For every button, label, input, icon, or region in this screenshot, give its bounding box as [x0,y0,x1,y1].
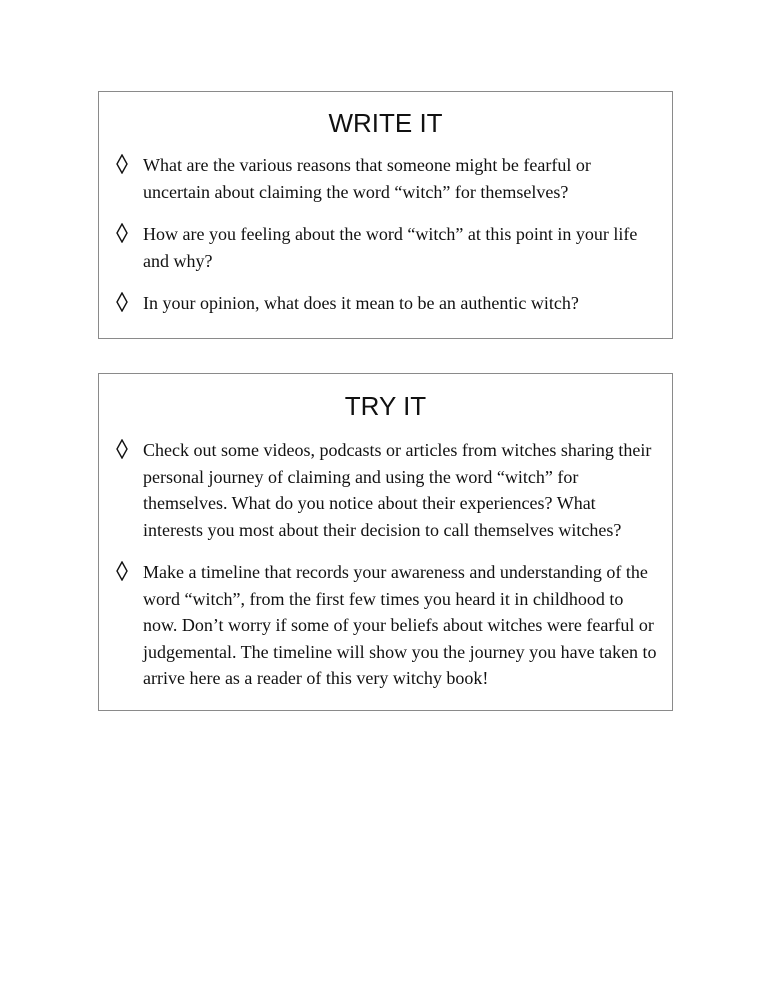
list-item-text: Make a timeline that records your awareness and understanding of the word “witch”, from the first few times you heard it in childhood to now. Don’t worry if some of your beliefs about witches were fearful or judgemental. The timeline will show you the journey you have taken to arrive here as a reader of this very witchy book! [143,562,657,688]
try-it-list [99,437,672,692]
write-it-list [99,152,672,317]
list-item [99,290,672,317]
diamond-outline-icon [116,223,128,243]
list-item-text: Check out some videos, podcasts or articles from witches sharing their personal journey of claiming and using the word “witch” for themselves. What do you notice about their experiences? What interests you most about their decision to call themselves witches? [143,440,652,540]
list-item [99,437,672,543]
diamond-outline-icon [116,561,128,581]
write-it-box [98,91,673,339]
try-it-box [98,373,673,711]
list-item-text: How are you feeling about the word “witch” at this point in your life and why? [143,224,638,271]
list-item [99,152,672,205]
write-it-title: WRITE IT [328,108,443,138]
list-item-text: In your opinion, what does it mean to be an authentic witch? [143,293,579,313]
list-item [99,221,672,274]
diamond-outline-icon [116,439,128,459]
diamond-outline-icon [116,154,128,174]
diamond-outline-icon [116,292,128,312]
try-it-title: TRY IT [344,391,427,421]
list-item-text: What are the various reasons that someone might be fearful or uncertain about claiming the word “witch” for themselves? [143,155,591,202]
list-item [99,559,672,692]
